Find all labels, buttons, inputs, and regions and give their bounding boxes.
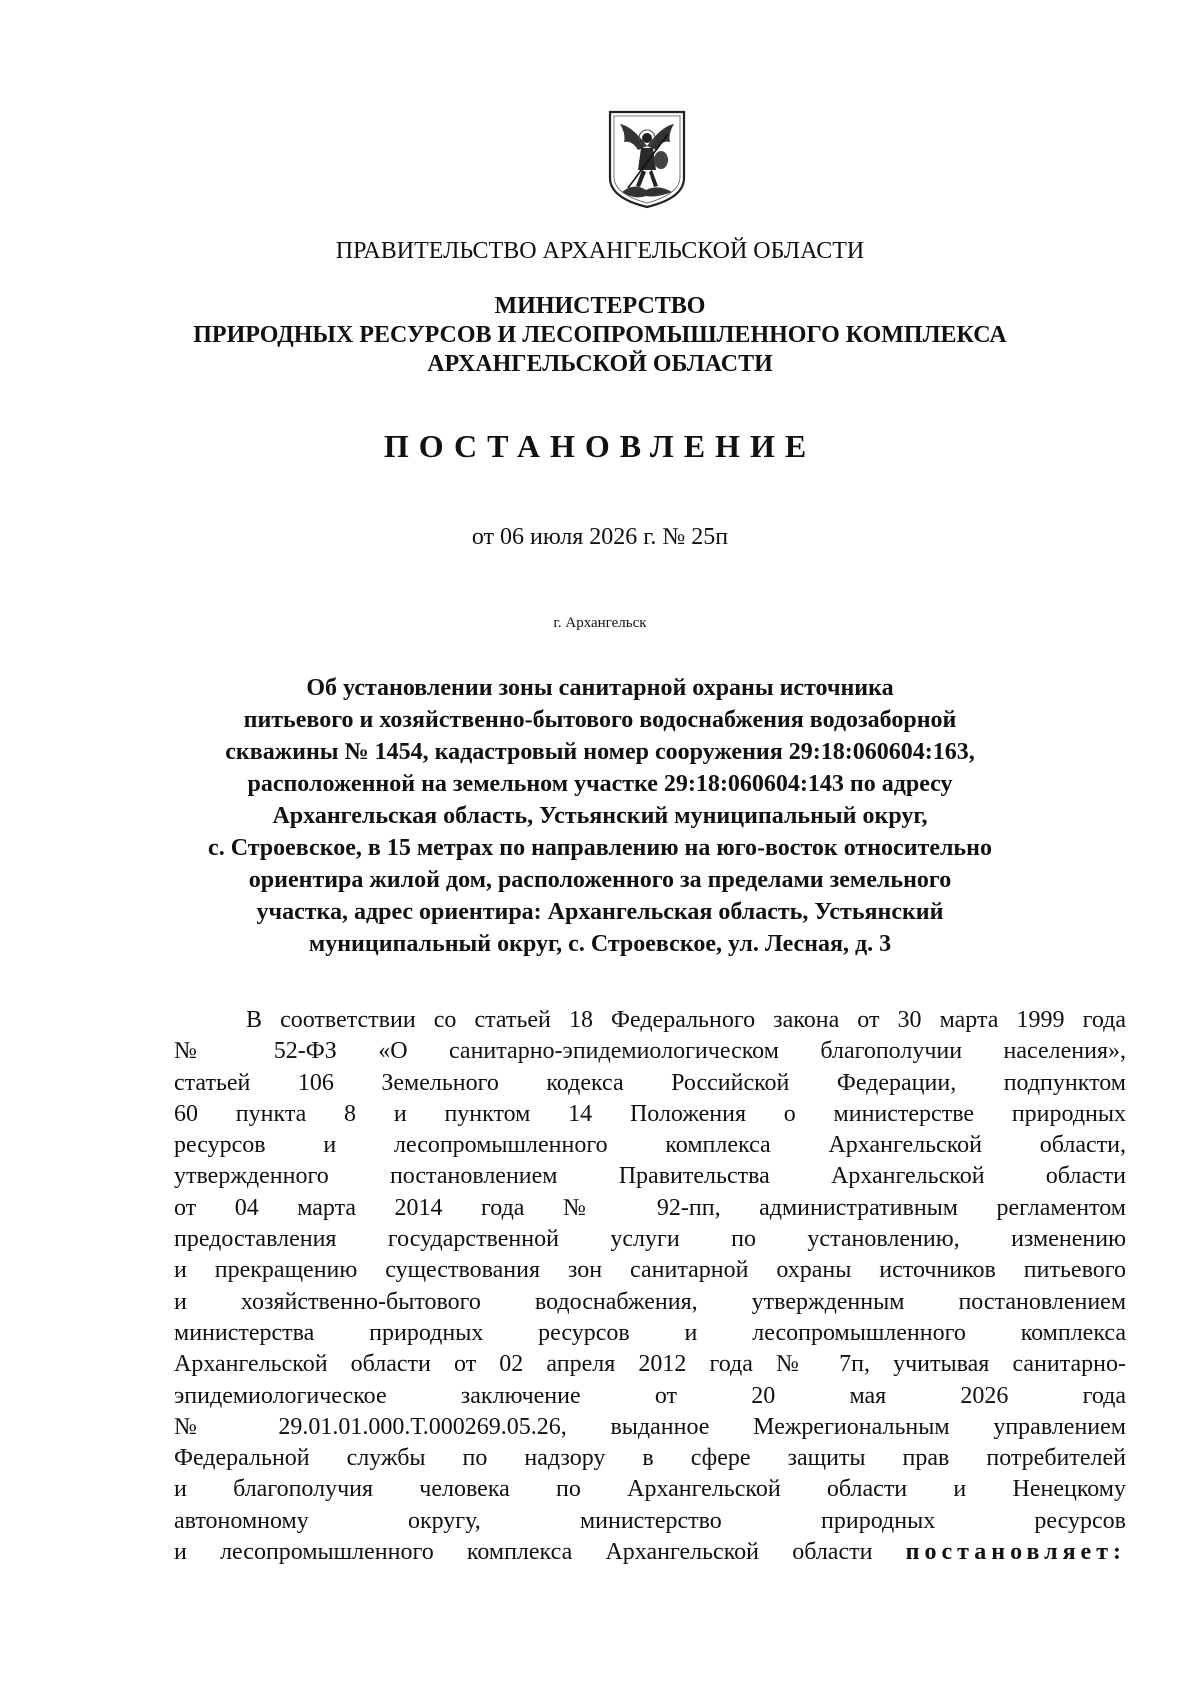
document-title bbox=[0, 672, 1200, 960]
body-line: № 52-ФЗ «О санитарно-эпидемиологическом благополучии населения», bbox=[174, 1038, 1126, 1065]
document-type: ПОСТАНОВЛЕНИЕ bbox=[383, 428, 817, 464]
body-last-line bbox=[174, 1537, 1126, 1568]
body-line: Архангельской области от 02 апреля 2012 года № 7п, учитывая санитарно- bbox=[174, 1351, 1126, 1378]
body-line: утвержденного постановлением Правительства Архангельской области bbox=[174, 1163, 1126, 1190]
title-line: Об установлении зоны санитарной охраны источника bbox=[306, 675, 894, 701]
ministry-line: МИНИСТЕРСТВО bbox=[494, 293, 706, 319]
body-line: эпидемиологическое заключение от 20 мая 2026 года bbox=[174, 1382, 1126, 1409]
body-line: министерства природных ресурсов и лесопромышленного комплекса bbox=[174, 1319, 1126, 1346]
ministry-name bbox=[0, 292, 1200, 379]
body-line: № 29.01.01.000.Т.000269.05.26, выданное Межрегиональным управлением bbox=[174, 1413, 1126, 1440]
title-line: Архангельская область, Устьянский муниципальный округ, bbox=[272, 803, 928, 829]
body-line: автономному округу, министерство природных ресурсов bbox=[174, 1507, 1126, 1534]
body-line: статьей 106 Земельного кодекса Российской Федерации, подпунктом bbox=[174, 1069, 1126, 1096]
government-name: ПРАВИТЕЛЬСТВО АРХАНГЕЛЬСКОЙ ОБЛАСТИ bbox=[335, 238, 865, 264]
title-line: скважины № 1454, кадастровый номер сооружения 29:18:060604:163, bbox=[225, 739, 975, 765]
body-line: и хозяйственно-бытового водоснабжения, утвержденным постановлением bbox=[174, 1288, 1126, 1315]
body-line: от 04 марта 2014 года № 92-пп, административным регламентом bbox=[174, 1194, 1126, 1221]
title-line: участка, адрес ориентира: Архангельская область, Устьянский bbox=[256, 899, 944, 925]
title-line: муниципальный округ, с. Строевское, ул. Лесная, д. 3 bbox=[308, 931, 892, 957]
body-line: и благополучия человека по Архангельской области и Ненецкому bbox=[174, 1476, 1126, 1503]
title-line: расположенной на земельном участке 29:18:060604:143 по адресу bbox=[247, 771, 953, 797]
ministry-line: АРХАНГЕЛЬСКОЙ ОБЛАСТИ bbox=[427, 351, 773, 377]
body-line: ресурсов и лесопромышленного комплекса Архангельской области, bbox=[174, 1132, 1126, 1159]
title-line: ориентира жилой дом, расположенного за пределами земельного bbox=[248, 867, 952, 893]
body-line: В соответствии со статьей 18 Федерального закона от 30 марта 1999 года bbox=[246, 1007, 1126, 1033]
body-line-text: и лесопромышленного комплекса Архангельской области bbox=[174, 1539, 906, 1566]
body-line: предоставления государственной услуги по установлению, изменению bbox=[174, 1226, 1126, 1253]
document-date-number: от 06 июля 2026 г. № 25п bbox=[471, 524, 729, 550]
ministry-line: ПРИРОДНЫХ РЕСУРСОВ И ЛЕСОПРОМЫШЛЕННОГО КОМПЛЕКСА bbox=[193, 322, 1007, 348]
body-line: 60 пункта 8 и пунктом 14 Положения о министерстве природных bbox=[174, 1100, 1126, 1127]
document-city: г. Архангельск bbox=[553, 615, 647, 631]
document-body bbox=[174, 1005, 1126, 1568]
body-line: и прекращению существования зон санитарной охраны источников питьевого bbox=[174, 1257, 1126, 1284]
title-line: питьевого и хозяйственно-бытового водоснабжения водозаборной bbox=[243, 707, 957, 733]
coat-of-arms-icon bbox=[606, 108, 688, 210]
title-line: с. Строевское, в 15 метрах по направлению на юго-восток относительно bbox=[208, 835, 992, 861]
resolves-keyword: постановляет: bbox=[905, 1539, 1126, 1566]
body-line: Федеральной службы по надзору в сфере защиты прав потребителей bbox=[174, 1445, 1126, 1472]
